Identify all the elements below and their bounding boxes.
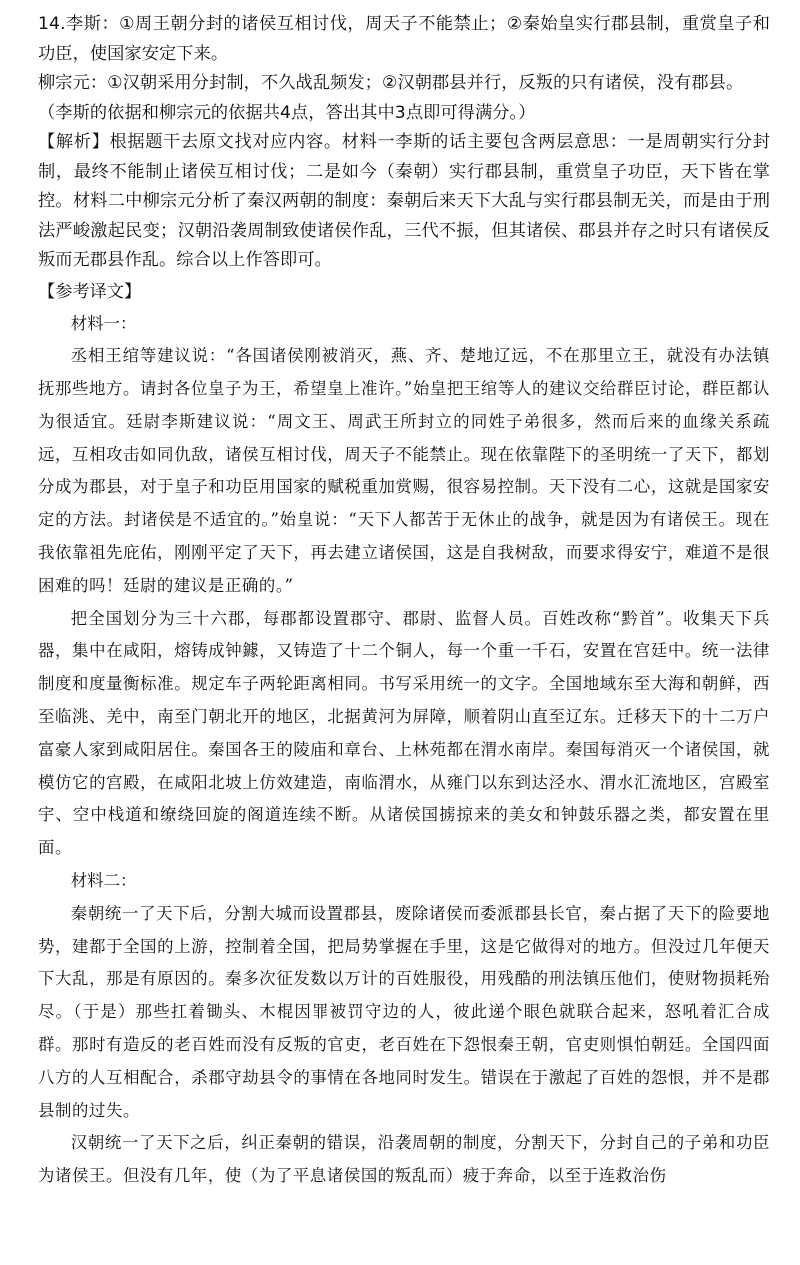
- material1-paragraph-1: 丞相王绾等建议说：“各国诸侯刚被消灭，燕、齐、楚地辽远，不在那里立王，就没有办法镇抚那些地方。请封各位皇子为王，希望皇上准许。”始皇把王绾等人的建议交给群臣讨论，群臣都认为很适宜。廷尉李斯建议说：“周文王、周武王所封立的同姓子弟很多，然而后来的血缘关系疏远，互相攻击如同仇敌，诸侯互相讨伐，周天子不能禁止。现在依靠陛下的圣明统一了天下，都划分成为郡县，对于皇子和功臣用国家的赋税重加赏赐，很容易控制。天下没有二心，这就是国家安定的方法。封诸侯是不适宜的。”始皇说：“天下人都苦于无休止的战争，就是因为有诸侯王。现在我依靠祖先庇佑，刚刚平定了天下，再去建立诸侯国，这是自我树敌，而要求得安宁，难道不是很困难的吗！廷尉的建议是正确的。”: [38, 346, 770, 595]
- translation-section: [38, 276, 770, 1194]
- material2-paragraph-1: 秦朝统一了天下后，分割大城而设置郡县，废除诸侯而委派郡县长官，秦占据了天下的险要地势，建都于全国的上游，控制着全国，把局势掌握在手里，这是它做得对的地方。但没过几年便天下大乱，那是有原因的。秦多次征发数以万计的百姓服役，用残酷的刑法镇压他们，使财物损耗殆尽。（于是）那些扛着锄头、木棍因罪被罚守边的人，彼此递个眼色就联合起来，怒吼着汇合成群。那时有造反的老百姓而没有反叛的官吏，老百姓在下怨恨秦王朝，官吏则惧怕朝廷。全国四面八方的人互相配合，杀郡守劫县令的事情在各地同时发生。错误在于激起了百姓的怨恨，并不是郡县制的过失。: [38, 903, 770, 1120]
- material1-paragraph-2: 把全国划分为三十六郡，每郡都设置郡守、郡尉、监督人员。百姓改称“黔首”。收集天下兵器，集中在咸阳，熔铸成钟鐻，又铸造了十二个铜人，每一个重一千石，安置在宫廷中。统一法律制度和度量衡标准。规定车子两轮距离相同。书写采用统一的文字。全国地域东至大海和朝鲜，西至临洮、羌中，南至门朝北开的地区，北据黄河为屏障，顺着阴山直至辽东。迁移天下的十二万户富豪人家到咸阳居住。秦国各王的陵庙和章台、上林苑都在渭水南岸。秦国每消灭一个诸侯国，就模仿它的宫殿，在咸阳北坡上仿效建造，南临渭水，从雍门以东到达泾水、渭水汇流地区，宫殿室宇、空中栈道和缭绕回旋的阁道连续不断。从诸侯国掳掠来的美女和钟鼓乐器之类，都安置在里面。: [38, 608, 770, 858]
- material2-paragraph-2: 汉朝统一了天下之后，纠正秦朝的错误，沿袭周朝的制度，分割天下，分封自己的子弟和功臣为诸侯王。但没有几年，使（为了平息诸侯国的叛乱而）疲于奔命，以至于连救治伤: [38, 1133, 770, 1186]
- answer-section: [38, 10, 770, 276]
- answer-lisi: 14.李斯：①周王朝分封的诸侯互相讨伐，周天子不能禁止；②秦始皇实行郡县制，重赏皇子和功臣，使国家安定下来。: [38, 14, 770, 64]
- material1-label: 材料一：: [70, 313, 137, 333]
- analysis-paragraph: 【解析】根据题干去原文找对应内容。材料一李斯的话主要包含两层意思：一是周朝实行分封制，最终不能制止诸侯互相讨伐；二是如今（秦朝）实行郡县制，重赏皇子功臣，天下皆在掌控。材料二中柳宗元分析了秦汉两朝的制度：秦朝后来天下大乱与实行郡县制无关，而是由于刑法严峻激起民变；汉朝沿袭周制致使诸侯作乱，三代不振，但其诸侯、郡县并存之时只有诸侯反叛而无郡县作乱。综合以上作答即可。: [38, 132, 770, 270]
- material2-label: 材料二：: [70, 871, 137, 891]
- translation-heading: 【参考译文】: [38, 281, 142, 302]
- answer-liuzongyuan: 柳宗元：①汉朝采用分封制，不久战乱频发；②汉朝郡县并行，反叛的只有诸侯，没有郡县。: [38, 73, 744, 93]
- answer-scoring-note: （李斯的依据和柳宗元的依据共4点，答出其中3点即可得满分。）: [38, 102, 536, 123]
